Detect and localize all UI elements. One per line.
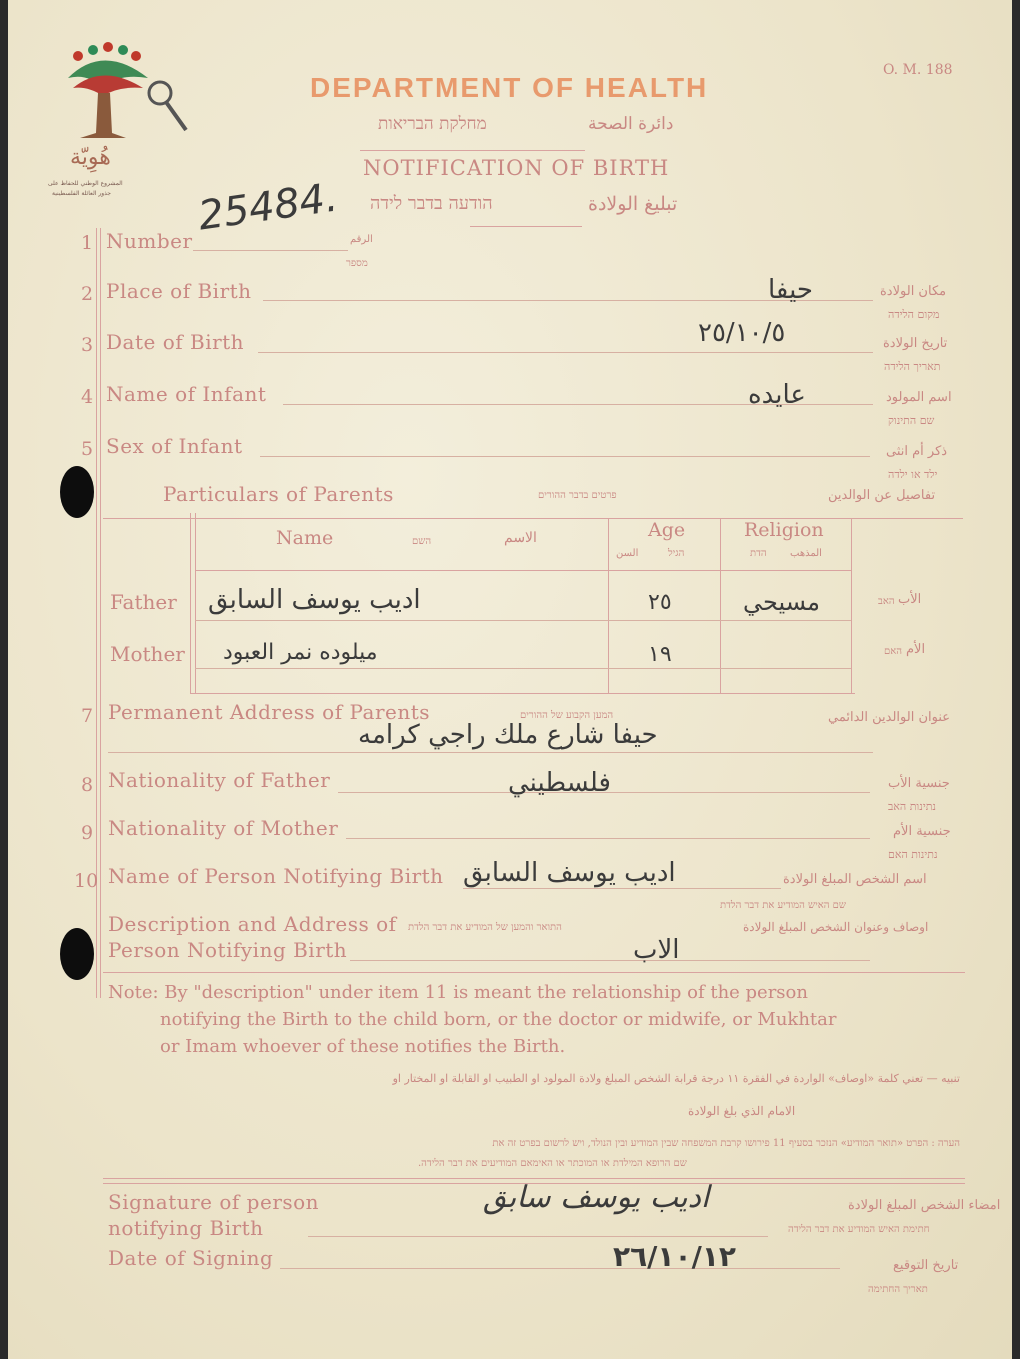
sex-label: Sex of Infant (106, 434, 243, 458)
logo-text: هُوِيّة (70, 145, 111, 170)
date-value: ٢٥/١٠/٥ (698, 318, 786, 348)
infant-name-value: عايده (748, 380, 806, 410)
note-ar-2: الامام الذي بلغ الولادة (688, 1104, 796, 1118)
note-he-2: שם הרופא המילדת או המוכתר או האימאם המודיעים את דבר הלידה. (418, 1158, 687, 1169)
father-name: اديب يوسف السابق (208, 585, 421, 615)
department-title: DEPARTMENT OF HEALTH (310, 72, 709, 103)
punch-hole-top (60, 466, 94, 518)
place-label: Place of Birth (106, 279, 252, 303)
number-value: 25484. (195, 174, 341, 240)
date-signing-value: ٢٦/١٠/١٢ (613, 1240, 736, 1273)
form-title-he: הודעה בדבר לידה (370, 193, 493, 214)
form-code: O. M. 188 (883, 62, 953, 78)
infant-name-label: Name of Infant (106, 382, 267, 406)
place-value: حيفا (768, 275, 813, 305)
date-label: Date of Birth (106, 330, 245, 354)
description-label-2: Person Notifying Birth (108, 938, 348, 962)
logo-caption-2: جذور العائلة الفلسطينية (52, 190, 111, 197)
note-line-2: notifying the Birth to the child born, or the doctor or midwife, or Mukhtar (160, 1009, 837, 1030)
birth-notification-form: هُوِيّة المشروع الوطني للحفاظ على جذور العائلة الفلسطينية O. M. 188 DEPARTMENT OF HEALTH دائرة الصحة מחלקת הבריאות NOTIFICATION OF BIRTH تبليغ الولادة הודעה בדבר לידה 1 Number الرقم מספר 25484. 2 Place of Birth مكان الولادة מקום הלידה حيفا 3 Date of Birth تاريخ الولادة תאריך הלידה ٢٥/١٠/٥ 4 Name of Infant اسم المولود שם התינוק عايده 5 Sex of Infant ذكر أم انثى ילד או ילדה Particulars of Parents פרטים בדבר ההורים تفاصيل عن الوالدين Name השם الاسم Age السن הגיל Religion المذهب הדת Father اديب يوسف السابق ٢٥ مسيحي الأب האב Mother ميلوده نمر العبود ١٩ الأم האם 7 Permanent Address of Parents המען הקבוע של ההורים عنوان الوالدين الدائمي حيفا شارع ملك راجي كرامه 8 Nationality of Father جنسية الأب נתינות האב فلسطيني 9 Nationality of Mother جنسية الأم נתינות האם 10 Name of Person Notifying Birth اسم الشخص المبلغ الولادة שם האיש המודיע את דבר הלדת اديب يوسف السابق Description and Address of Person Notifying Birth התואר והמען של המודיע את דבר הלדת اوصاف وعنوان الشخص المبلغ الولادة الاب Note: By "description" under item 11 is meant the relationship of the person notifying the Birth to the child born, or the doctor or midwife, or Mukhtar or Imam whoever of these notifies the Birth. تنبيه — تعني كلمة «اوصاف» الواردة في الفقرة ١١ درجة قرابة الشخص المبلغ ولادة المولود او الطبيب او القابلة او المختار او الامام الذي بلغ الولادة הערה : הפרט «תואר המודיע» הנזכר בסעיף 11 פירושו קרבת המשפחה שבין המודיע ובין הנולד, ויש לרשום בפרט זה את שם הרופא המילדת או המוכתר או האימאם המודיעים את דבר הלידה. Signature of person notifying Birth امضاء الشخص المبلغ الولادة חתימת האיש המודיע את דבר הלידה اديب يوسف سابق Date of Signing تاريخ التوقيع תאריך החתימה ٢٦/١٠/١٢ (8, 0, 1012, 1359)
signature-label-1: Signature of person (108, 1190, 320, 1214)
address-value: حيفا شارع ملك راجي كرامه (358, 720, 658, 750)
nationality-father-value: فلسطيني (508, 768, 611, 798)
father-label: Father (110, 590, 177, 614)
department-ar: دائرة الصحة (588, 114, 674, 134)
notifier-value: اديب يوسف السابق (463, 858, 676, 888)
nationality-father-label: Nationality of Father (108, 768, 331, 792)
signature-value: اديب يوسف سابق (483, 1180, 710, 1215)
notifier-label: Name of Person Notifying Birth (108, 864, 444, 888)
note-ar-1: تنبيه — تعني كلمة «اوصاف» الواردة في الفقرة ١١ درجة قرابة الشخص المبلغ ولادة المولود او الطبيب او القابلة او المختار او (392, 1072, 960, 1085)
description-label-1: Description and Address of (108, 912, 397, 936)
description-value: الاب (633, 935, 680, 965)
note-line-1: Note: By "description" under item 11 is meant the relationship of the person (108, 982, 808, 1003)
department-he: מחלקת הבריאות (378, 114, 487, 134)
signature-label-2: notifying Birth (108, 1216, 264, 1240)
form-title: NOTIFICATION OF BIRTH (363, 156, 670, 180)
note-line-3: or Imam whoever of these notifies the Birth. (160, 1036, 566, 1057)
father-religion: مسيحي (743, 588, 821, 616)
mother-label: Mother (110, 642, 185, 666)
particulars-label: Particulars of Parents (163, 482, 394, 506)
punch-hole-bottom (60, 928, 94, 980)
number-label: Number (106, 229, 193, 253)
logo-caption-1: المشروع الوطني للحفاظ على (48, 180, 123, 187)
father-age: ٢٥ (648, 590, 672, 615)
nationality-mother-label: Nationality of Mother (108, 816, 339, 840)
address-label: Permanent Address of Parents (108, 700, 431, 724)
date-signing-label: Date of Signing (108, 1246, 274, 1270)
note-he-1: הערה : הפרט «תואר המודיע» הנזכר בסעיף 11 פירושו קרבת המשפחה שבין המודיע ובין הנולד, ויש לרשום בפרט זה את (492, 1138, 960, 1149)
mother-age: ١٩ (648, 642, 672, 667)
form-title-ar: تبليغ الولادة (588, 193, 678, 215)
mother-name: ميلوده نمر العبود (223, 640, 378, 665)
